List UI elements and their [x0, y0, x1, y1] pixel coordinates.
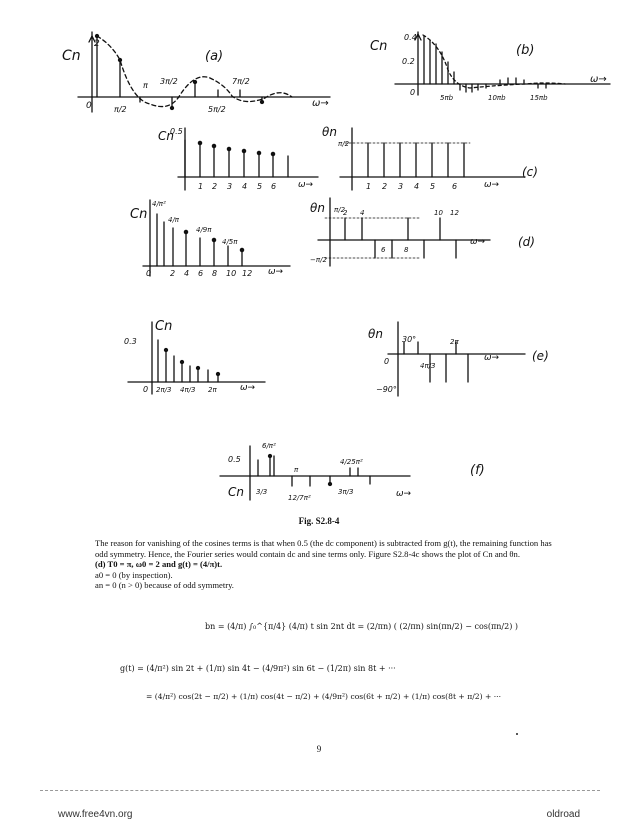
c-right-xlabel: ω→ — [484, 180, 500, 190]
panel-label-b: (b) — [516, 43, 535, 58]
c-left-top: 0.5 — [170, 127, 183, 136]
d-right-ylabel: θn — [310, 201, 325, 215]
panel-d-left-plot — [143, 200, 290, 276]
e-left-ylabel: Cn — [155, 319, 173, 334]
a-ylabel: Cn — [62, 48, 81, 64]
a-t5: 7π/2 — [232, 77, 250, 86]
b-xlabel: ω→ — [590, 74, 607, 85]
d-left-tick-2: 2 — [170, 269, 176, 278]
panel-label-e: (e) — [532, 349, 549, 363]
a-top: 2 — [94, 39, 100, 49]
c-right-tick-1: 1 — [366, 182, 372, 191]
c-left-tick-2: 2 — [212, 182, 218, 191]
panel-label-a: (a) — [205, 49, 224, 64]
e-right-xlabel: ω→ — [484, 353, 500, 363]
e-right-bottom: −90° — [376, 385, 397, 394]
e-right-ylabel: θn — [368, 327, 383, 341]
e-left-t3: 4π/3 — [180, 386, 196, 394]
page-number: 9 — [316, 744, 322, 754]
footer-author: oldroad — [546, 809, 580, 820]
a-t2: π — [143, 81, 148, 90]
d-left-mid2: 4/9π — [196, 226, 212, 234]
e-left-t1: 0 — [143, 385, 149, 394]
c-right-tick-6: 6 — [452, 182, 458, 191]
a-origin: 0 — [86, 101, 92, 111]
panel-label-d: (d) — [518, 235, 535, 249]
c-left-tick-5: 5 — [257, 182, 263, 191]
bn-equation: bn = (4/π) ∫₀^{π/4} (4/π) t sin 2nt dt = (2/πn) ( (2/πn) sin(πn/2) − cos(πn/2) ) — [205, 622, 518, 631]
g-equation-1: g(t) = (4/π²) sin 2t + (1/π) sin 4t − (4/9π²) sin 6t − (1/2π) sin 8t + ··· — [120, 664, 396, 673]
f-l6: 3π/3 — [338, 488, 354, 496]
f-l4: 3/3 — [256, 488, 268, 496]
f-xlabel: ω→ — [396, 489, 412, 499]
b-origin: 0 — [410, 88, 416, 97]
panel-f-plot — [220, 446, 410, 500]
d-left-xlabel: ω→ — [268, 267, 284, 277]
e-left-xlabel: ω→ — [240, 383, 256, 393]
panel-a-plot — [78, 32, 330, 112]
d-left-ylabel: Cn — [130, 207, 148, 222]
d-left-top: 4/π² — [152, 200, 166, 208]
d-right-xlabel: ω→ — [470, 237, 486, 247]
b-t1: 5πb — [440, 94, 454, 102]
b-t2: 10πb — [488, 94, 506, 102]
b-top: 0.4 — [404, 33, 417, 42]
d-left-tick-12: 12 — [242, 269, 253, 278]
a-t1: π/2 — [114, 105, 127, 114]
d-right-down-6: 6 — [381, 246, 386, 254]
c-right-tick-2: 2 — [382, 182, 388, 191]
f-top: 0.5 — [228, 455, 241, 464]
c-left-tick-4: 4 — [242, 182, 248, 191]
d-right-up-4: 4 — [360, 209, 365, 217]
an-line: an = 0 (n > 0) because of odd symmetry. — [95, 580, 234, 591]
b-ylabel: Cn — [370, 39, 388, 54]
f-l1: 6/π² — [262, 442, 276, 450]
d-left-tick-0: 0 — [146, 269, 152, 278]
d-left-tick-4: 4 — [184, 269, 190, 278]
c-right-top: π/2 — [338, 140, 350, 148]
c-right-ylabel: θn — [322, 125, 337, 139]
part-d-line: (d) T0 = π, ω0 = 2 and g(t) = (4/π)t. — [95, 559, 223, 570]
d-right-up-2: 2 — [343, 209, 348, 217]
e-right-origin: 0 — [384, 357, 390, 366]
paragraph-1: The reason for vanishing of the cosines terms is that when 0.5 (the dc component) is subtracted from g(t), the remaining function has odd symmetry. Hence, the Fourier series would contain dc and sine terms only. Figure S2.8-4c shows the plot of Cn and θn. — [95, 538, 552, 559]
c-left-tick-3: 3 — [227, 182, 233, 191]
f-l3: 4/25π² — [340, 458, 363, 466]
c-left-ylabel: Cn — [158, 129, 174, 143]
a0-line: a0 = 0 (by inspection). — [95, 569, 173, 580]
a-t3: 3π/2 — [160, 77, 178, 86]
panel-c-left-plot — [178, 128, 318, 190]
f-l2: π — [294, 466, 299, 474]
d-left-tick-10: 10 — [226, 269, 237, 278]
c-right-tick-5: 5 — [430, 182, 436, 191]
g-equation-2: = (4/π²) cos(2t − π/2) + (1/π) cos(4t − π/2) + (4/9π²) cos(6t + π/2) + (1/π) cos(8t + π/2) + ··· — [146, 692, 501, 701]
d-left-mid1: 4/π — [168, 216, 180, 224]
a-xlabel: ω→ — [312, 98, 329, 109]
e-left-t2: 2π/3 — [156, 386, 172, 394]
f-ylabel: Cn — [228, 485, 244, 499]
panel-b-plot — [395, 32, 610, 95]
d-right-up-10: 10 — [434, 209, 443, 217]
panel-label-c: (c) — [522, 165, 538, 179]
d-right-down-8: 8 — [404, 246, 409, 254]
c-left-tick-6: 6 — [271, 182, 277, 191]
footer-divider — [40, 790, 600, 791]
b-t3: 15πb — [530, 94, 548, 102]
c-right-tick-4: 4 — [414, 182, 420, 191]
c-left-xlabel: ω→ — [298, 180, 314, 190]
d-left-tick-8: 8 — [212, 269, 218, 278]
d-right-up-12: 12 — [450, 209, 459, 217]
body-paragraph — [95, 538, 555, 591]
b-mid: 0.2 — [402, 57, 415, 66]
a-t4: 5π/2 — [208, 105, 226, 114]
c-left-tick-1: 1 — [198, 182, 204, 191]
e-right-top: 30° — [402, 335, 417, 344]
figure-caption: Fig. S2.8-4 — [298, 516, 340, 526]
d-left-mid3: 4/5π — [222, 238, 238, 246]
e-right-t1: 4π/3 — [420, 362, 436, 370]
d-right-top: π/2 — [334, 206, 346, 214]
d-left-tick-6: 6 — [198, 269, 204, 278]
panel-label-f: (f) — [470, 463, 485, 478]
c-right-tick-3: 3 — [398, 182, 404, 191]
e-right-t2: 2π — [450, 338, 459, 346]
f-l5: 12/7π² — [288, 494, 311, 502]
panel-e-right-plot — [388, 322, 525, 396]
d-right-bottom: −π/2 — [310, 256, 327, 264]
e-left-top: 0.3 — [124, 337, 137, 346]
page-mark — [516, 733, 518, 735]
e-left-t4: 2π — [208, 386, 217, 394]
footer-website: www.free4vn.org — [58, 809, 133, 820]
